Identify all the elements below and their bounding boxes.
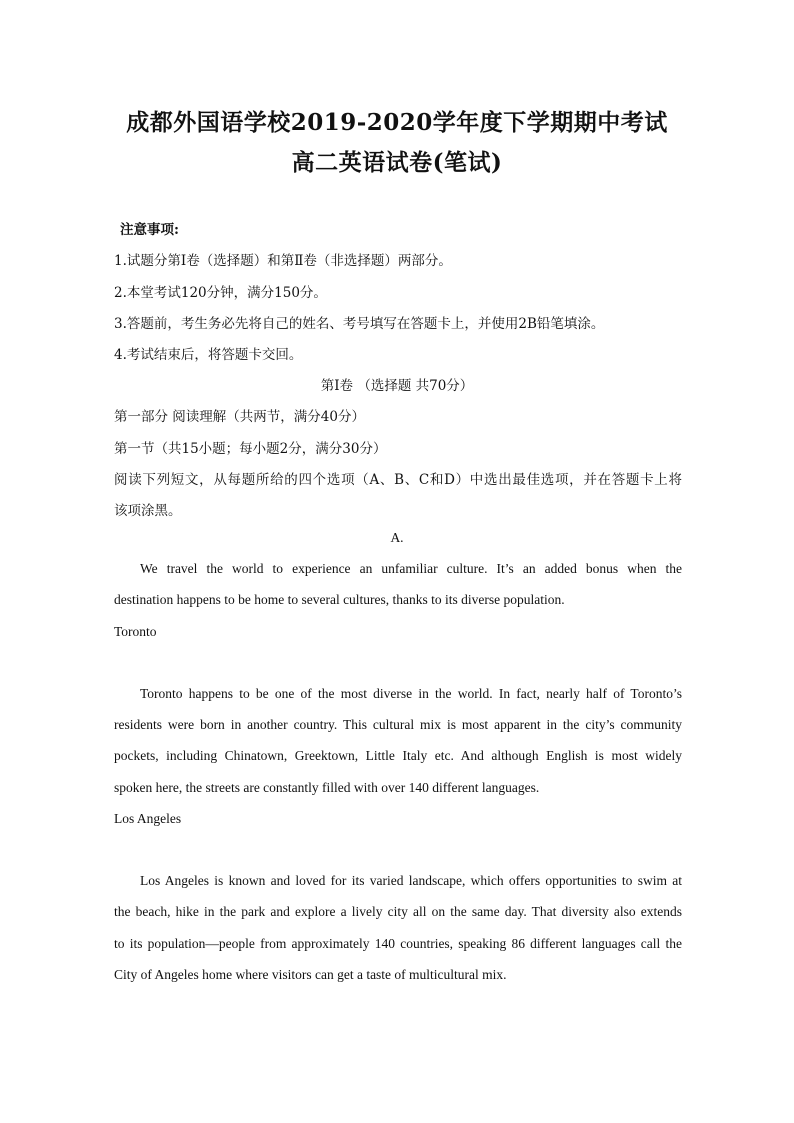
passage-intro-line-1: We travel the world to experience an unfamiliar culture. It’s an added bonus when the [140, 561, 682, 576]
note-item-3: 3.答题前，考生务必先将自己的姓名、考号填写在答题卡上，并使用2B铅笔填涂。 [114, 316, 605, 332]
la-line-3: to its population—people from approximately 140 countries, speaking 86 different languages call the [114, 936, 682, 951]
la-line-4: City of Angeles home where visitors can get a taste of multicultural mix. [114, 967, 507, 982]
note-item-4: 4.考试结束后，将答题卡交回。 [114, 347, 303, 363]
passage-label: A. [390, 530, 404, 545]
exam-subtitle: 高二英语试卷(笔试) [291, 149, 503, 176]
city-heading-los-angeles: Los Angeles [114, 811, 182, 826]
exam-title: 成都外国语学校2019-2020学年度下学期期中考试 [126, 109, 668, 136]
part-heading: 第一部分 阅读理解（共两节，满分40分） [114, 409, 365, 425]
volume-heading: 第Ⅰ卷 （选择题 共70分） [320, 378, 474, 394]
instruction-line-1: 阅读下列短文，从每题所给的四个选项（A、B、C和D）中选出最佳选项，并在答题卡上将 [114, 472, 682, 488]
notes-heading: 注意事项: [120, 222, 179, 238]
la-line-1: Los Angeles is known and loved for its varied landscape, which offers opportunities to swim at [140, 873, 682, 888]
toronto-line-1: Toronto happens to be one of the most diverse in the world. In fact, nearly half of Toronto’s [140, 686, 682, 701]
instruction-line-2: 该项涂黑。 [114, 503, 182, 519]
note-item-1: 1.试题分第Ⅰ卷（选择题）和第Ⅱ卷（非选择题）两部分。 [114, 253, 452, 269]
passage-intro-line-2: destination happens to be home to several cultures, thanks to its diverse population. [114, 592, 565, 607]
toronto-line-4: spoken here, the streets are constantly filled with over 140 different languages. [114, 780, 540, 795]
la-line-2: the beach, hike in the park and explore a lively city all on the same day. That diversity also extends [114, 904, 682, 919]
city-heading-toronto: Toronto [114, 624, 157, 639]
toronto-line-3: pockets, including Chinatown, Greektown, Little Italy etc. And although English is most widely [114, 748, 682, 763]
note-item-2: 2.本堂考试120分钟，满分150分。 [114, 285, 327, 301]
toronto-line-2: residents were born in another country. This cultural mix is most apparent in the city’s community [114, 717, 682, 732]
subsection-heading: 第一节（共15小题；每小题2分，满分30分） [114, 441, 387, 457]
